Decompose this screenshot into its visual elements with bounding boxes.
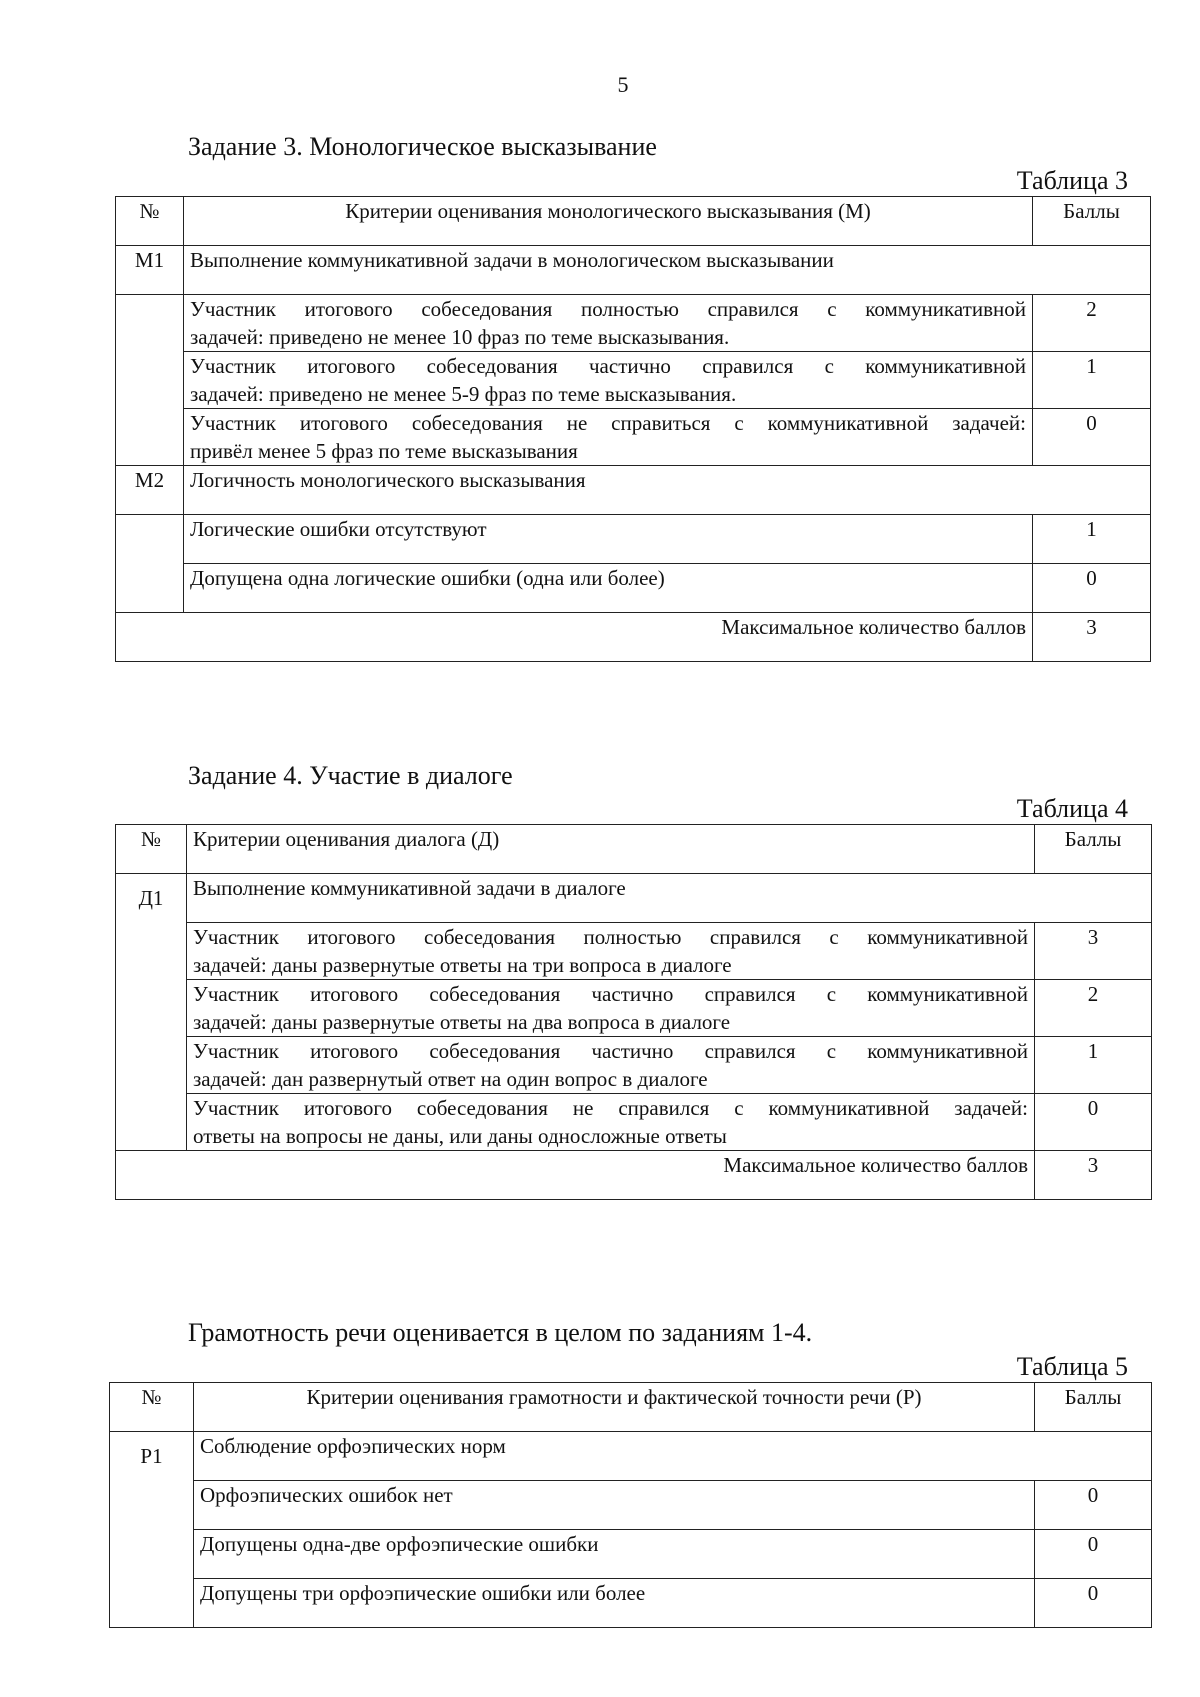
criterion-text: Допущена одна логические ошибки (одна или более): [184, 564, 1033, 613]
m2-title: Логичность монологического высказывания: [184, 466, 1151, 515]
criterion-points: 1: [1033, 352, 1151, 409]
criterion-text: Допущены три орфоэпические ошибки или более: [194, 1579, 1035, 1628]
m1-code: М1: [116, 246, 184, 295]
table4-total-row: [116, 1151, 1152, 1200]
criterion-text: Участник итогового собеседования не справиться с коммуникативной задачей: привёл менее 5 фраз по теме высказывания: [184, 409, 1033, 466]
table-row: [116, 409, 1151, 466]
table-row: [116, 515, 1151, 564]
table5-col-points: Баллы: [1035, 1383, 1152, 1432]
table5-caption: Таблица 5: [1016, 1352, 1128, 1381]
page-number: 5: [617, 72, 629, 97]
total-points: 3: [1035, 1151, 1152, 1200]
criterion-text: Участник итогового собеседования полностью справился с коммуникативной задачей: приведено не менее 10 фраз по теме высказывания.: [184, 295, 1033, 352]
table-row: [116, 1037, 1152, 1094]
table5-r1-row: [110, 1432, 1152, 1481]
m1-blank-cell: [116, 295, 184, 466]
criterion-text: Участник итогового собеседования частично справился с коммуникативной задачей: даны развернутые ответы на два вопроса в диалоге: [187, 980, 1035, 1037]
total-label: Максимальное количество баллов: [116, 613, 1033, 662]
table-row: [116, 1094, 1152, 1151]
d1-code: Д1: [116, 874, 187, 1151]
table5-col-num: №: [110, 1383, 194, 1432]
table-row: [116, 295, 1151, 352]
table4-caption: Таблица 4: [1016, 794, 1128, 823]
r1-title: Соблюдение орфоэпических норм: [194, 1432, 1152, 1481]
table4-col-num: №: [116, 825, 187, 874]
d1-title: Выполнение коммуникативной задачи в диалоге: [187, 874, 1152, 923]
m1-title: Выполнение коммуникативной задачи в монологическом высказывании: [184, 246, 1151, 295]
total-label: Максимальное количество баллов: [116, 1151, 1035, 1200]
total-points: 3: [1033, 613, 1151, 662]
table5: [109, 1382, 1152, 1628]
table-row: [110, 1481, 1152, 1530]
criterion-text: Участник итогового собеседования не справился с коммуникативной задачей: ответы на вопросы не даны, или даны односложные ответы: [187, 1094, 1035, 1151]
table4-col-points: Баллы: [1035, 825, 1152, 874]
m2-blank-cell: [116, 515, 184, 613]
criterion-text: Участник итогового собеседования частично справился с коммуникативной задачей: дан развернутый ответ на один вопрос в диалоге: [187, 1037, 1035, 1094]
criterion-points: 2: [1035, 980, 1152, 1037]
table3: [115, 196, 1151, 662]
criterion-text: Логические ошибки отсутствуют: [184, 515, 1033, 564]
criterion-points: 0: [1035, 1481, 1152, 1530]
criterion-text: Участник итогового собеседования частично справился с коммуникативной задачей: приведено не менее 5-9 фраз по теме высказывания.: [184, 352, 1033, 409]
table4: [115, 824, 1152, 1200]
table-row: [116, 564, 1151, 613]
table-row: [116, 980, 1152, 1037]
table3-m1-row: [116, 246, 1151, 295]
table4-header-row: [116, 825, 1152, 874]
table3-header-row: [116, 197, 1151, 246]
table4-d1-row: [116, 874, 1152, 923]
criterion-points: 3: [1035, 923, 1152, 980]
r1-code: Р1: [110, 1432, 194, 1628]
table3-col-criteria: Критерии оценивания монологического высказывания (М): [184, 197, 1033, 246]
table3-col-points: Баллы: [1033, 197, 1151, 246]
criterion-text: Допущены одна-две орфоэпические ошибки: [194, 1530, 1035, 1579]
table5-header-row: [110, 1383, 1152, 1432]
criterion-points: 0: [1035, 1094, 1152, 1151]
table-row: [116, 923, 1152, 980]
m2-code: М2: [116, 466, 184, 515]
table3-total-row: [116, 613, 1151, 662]
criterion-points: 0: [1035, 1530, 1152, 1579]
table-row: [110, 1579, 1152, 1628]
table4-col-criteria: Критерии оценивания диалога (Д): [187, 825, 1035, 874]
section5-heading: Грамотность речи оценивается в целом по заданиям 1-4.: [188, 1318, 813, 1347]
criterion-points: 2: [1033, 295, 1151, 352]
section4-heading: Задание 4. Участие в диалоге: [188, 761, 513, 790]
criterion-points: 0: [1035, 1579, 1152, 1628]
criterion-text: Орфоэпических ошибок нет: [194, 1481, 1035, 1530]
table3-col-num: №: [116, 197, 184, 246]
table3-m2-row: [116, 466, 1151, 515]
criterion-points: 0: [1033, 409, 1151, 466]
table-row: [116, 352, 1151, 409]
criterion-text: Участник итогового собеседования полностью справился с коммуникативной задачей: даны развернутые ответы на три вопроса в диалоге: [187, 923, 1035, 980]
table3-caption: Таблица 3: [1016, 166, 1128, 195]
criterion-points: 1: [1033, 515, 1151, 564]
criterion-points: 0: [1033, 564, 1151, 613]
table-row: [110, 1530, 1152, 1579]
section3-heading: Задание 3. Монологическое высказывание: [188, 132, 657, 161]
table5-col-criteria: Критерии оценивания грамотности и фактической точности речи (Р): [194, 1383, 1035, 1432]
criterion-points: 1: [1035, 1037, 1152, 1094]
